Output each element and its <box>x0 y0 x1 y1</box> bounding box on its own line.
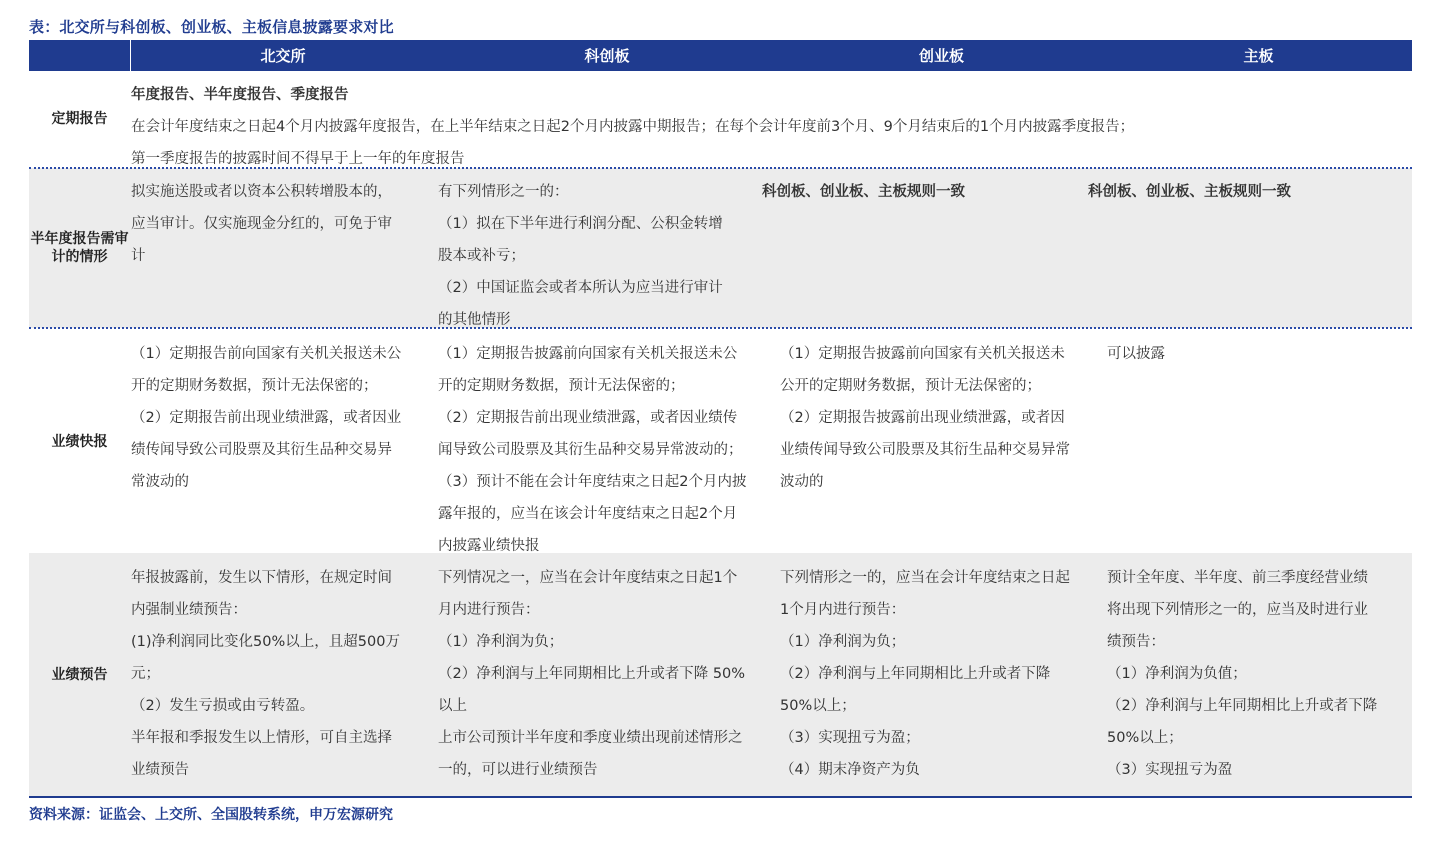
express-cyb: （1）定期报告披露前向国家有关机关报送未 公开的定期财务数据，预计无法保密的； （2）定期报告披露前出现业绩泄露，或者因 业绩传闻导致公司股票及其衍生品种交易异常 波动的 <box>780 346 1070 490</box>
row-label-periodic-report: 定期报告 <box>51 111 108 127</box>
periodic-report-line: 在会计年度结束之日起4个月内披露年度报告，在上半年结束之日起2个月内披露中期报告；在每个会计年度前3个月、9个月结束后的1个月内披露季度报告； <box>131 119 1135 135</box>
express-kcb: （1）定期报告披露前向国家有关机关报送未公 开的定期财务数据，预计无法保密的； （2）定期报告前出现业绩泄露，或者因业绩传 闻导致公司股票及其衍生品种交易异常波动的； （3）预计不能在会计年度结束之日起2个月内披 露年报的，应当在该会计年度结束之日起2个月 内披露业绩快报 <box>438 346 747 554</box>
row-label-performance-forecast: 业绩预告 <box>51 666 108 683</box>
express-zb: 可以披露 <box>1107 346 1165 362</box>
periodic-report-content <box>131 79 1134 175</box>
forecast-kcb: 下列情况之一，应当在会计年度结束之日起1个 月内进行预告： （1）净利润为负； （2）净利润与上年同期相比上升或者下降 50% 以上 上市公司预计半年度和季度业绩出现前述情形之 一的，可以进行业绩预告 <box>438 570 746 778</box>
source-note: 资料来源：证监会、上交所、全国股转系统，申万宏源研究 <box>29 807 393 823</box>
forecast-zb: 预计全年度、半年度、前三季度经营业绩 将出现下列情形之一的，应当及时进行业 绩预告： （1）净利润为负值； （2）净利润与上年同期相比上升或者下降 50%以上； （3）实现扭亏为盈 <box>1107 570 1378 778</box>
header-zhuban: 主板 <box>1105 40 1412 71</box>
semiannual-audit-bjs: 拟实施送股或者以资本公积转增股本的， 应当审计。仅实施现金分红的，可免于审 计 <box>131 184 392 264</box>
table-title: 表：北交所与科创板、创业板、主板信息披露要求对比 <box>29 18 394 36</box>
comparison-table <box>29 40 1412 798</box>
forecast-cyb: 下列情形之一的，应当在会计年度结束之日起 1个月内进行预告： （1）净利润为负； （2）净利润与上年同期相比上升或者下降 50%以上； （3）实现扭亏为盈； （4）期末净资产为负 <box>780 570 1070 778</box>
semiannual-audit-cyb: 科创板、创业板、主板规则一致 <box>762 184 965 200</box>
table-bottom-rule <box>29 796 1412 798</box>
header-corner <box>29 40 131 71</box>
row-label-semiannual-audit: 半年度报告需审计的情形 <box>30 231 129 265</box>
periodic-report-heading: 年度报告、半年度报告、季度报告 <box>131 87 349 103</box>
semiannual-audit-zb: 科创板、创业板、主板规则一致 <box>1088 184 1291 200</box>
header-chuangyeban: 创业板 <box>778 40 1106 71</box>
header-kechuangban: 科创板 <box>436 40 779 71</box>
semiannual-audit-kcb: 有下列情形之一的： （1）拟在下半年进行利润分配、公积金转增 股本或补亏； （2）中国证监会或者本所认为应当进行审计 的其他情形 <box>438 184 723 328</box>
periodic-report-line: 第一季度报告的披露时间不得早于上一年的年度报告 <box>131 151 465 167</box>
forecast-bjs: 年报披露前，发生以下情形，在规定时间 内强制业绩预告： (1)净利润同比变化50%以上，且超500万 元； （2）发生亏损或由亏转盈。 半年报和季报发生以上情形，可自主选择 业绩预告 <box>131 570 400 778</box>
header-beijiaosuo: 北交所 <box>130 40 437 71</box>
express-bjs: （1）定期报告前向国家有关机关报送未公 开的定期财务数据，预计无法保密的； （2）定期报告前出现业绩泄露，或者因业 绩传闻导致公司股票及其衍生品种交易异 常波动的 <box>131 346 402 490</box>
row-label-performance-express: 业绩快报 <box>51 433 108 450</box>
